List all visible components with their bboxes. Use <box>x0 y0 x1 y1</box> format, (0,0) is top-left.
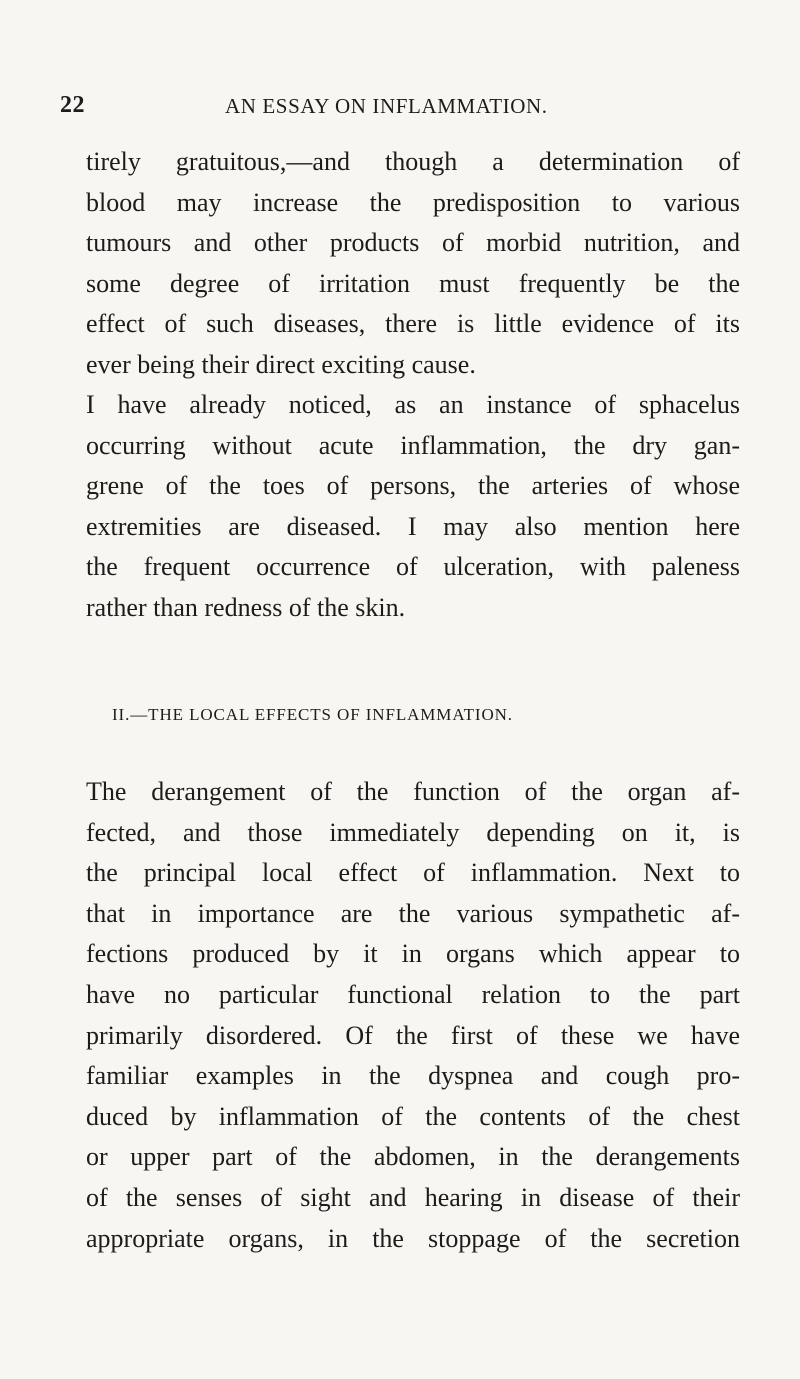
text-line: the frequent occurrence of ulceration, with paleness <box>86 552 740 582</box>
paragraph-2 <box>86 385 740 629</box>
text-line: tumours and other products of morbid nutrition, and <box>86 228 740 258</box>
section-heading: II.—THE LOCAL EFFECTS OF INFLAMMATION. <box>112 705 513 724</box>
text-line: some degree of irritation must frequently be the <box>86 268 740 298</box>
text-line: primarily disordered. Of the first of these we have <box>86 1020 740 1050</box>
text-line: I have already noticed, as an instance of sphacelus <box>86 390 740 419</box>
text-line: rather than redness of the skin. <box>86 592 406 622</box>
text-line: familiar examples in the dyspnea and cough pro- <box>86 1061 740 1091</box>
text-line: that in importance are the various sympathetic af- <box>86 898 740 928</box>
text-line: tirely gratuitous,—and though a determination of <box>86 147 740 176</box>
paragraph-3 <box>86 772 740 1259</box>
text-line: or upper part of the abdomen, in the derangements <box>86 1142 740 1172</box>
text-line: of the senses of sight and hearing in disease of their <box>86 1182 740 1212</box>
paragraph-1 <box>86 142 740 386</box>
page-number: 22 <box>60 92 85 118</box>
text-line: extremities are diseased. I may also mention here <box>86 511 740 541</box>
text-line: ever being their direct exciting cause. <box>86 349 476 379</box>
running-head <box>60 92 750 122</box>
text-line: appropriate organs, in the stoppage of the secretion <box>86 1223 740 1253</box>
text-line: fected, and those immediately depending on it, is <box>86 817 740 847</box>
text-line: the principal local effect of inflammation. Next to <box>86 858 740 888</box>
text-line: fections produced by it in organs which appear to <box>86 939 740 969</box>
text-line: duced by inflammation of the contents of the chest <box>86 1101 740 1131</box>
text-line: occurring without acute inflammation, the dry gan- <box>86 430 740 460</box>
running-title: AN ESSAY ON INFLAMMATION. <box>225 94 548 118</box>
text-line: grene of the toes of persons, the arteries of whose <box>86 471 740 501</box>
text-line: have no particular functional relation to the part <box>86 979 740 1009</box>
text-line: The derangement of the function of the organ af- <box>86 777 740 806</box>
text-line: blood may increase the predisposition to various <box>86 187 740 217</box>
text-line: effect of such diseases, there is little evidence of its <box>86 309 740 339</box>
